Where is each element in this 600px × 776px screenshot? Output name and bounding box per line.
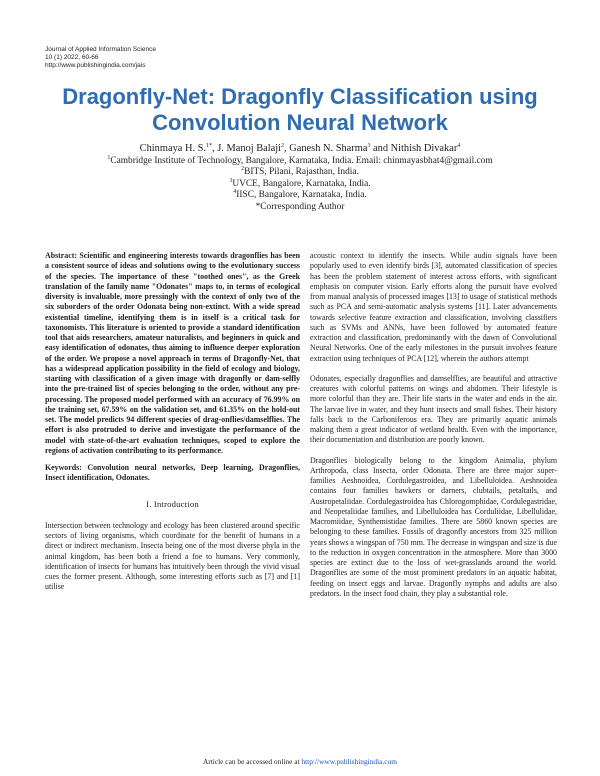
section-heading: I. Introduction: [146, 498, 199, 509]
body-paragraph-2: Odonates, especially dragonflies and damselflies, are beautiful and attractive creatures with colorful patterns on wings and abdomen. Their lifestyle is more colorful than they are. Their life starts in the water and ends in the air. The larvae live in water, and they hunt insects and small fishes. Their history falls back to the Carboniferous era. They are primarily aquatic animals making them a great indicator of wetland health. Even with the importance, their documentation and distribution are poorly known.: [310, 373, 557, 445]
body-paragraph-1: acoustic context to identify the insects. While audio signals have been popularly used to even identify birds [3], automated classification of species has been the problem statement of interest across efforts, with significant emphasis on computer vision. Early efforts along the pursuit have evolved from manual analysis of processed images [13] to usage of statistical methods such as PCA and semi-automatic analysis systems [11]. Later advancements towards selective feature extraction and classification, involving classifiers such as SVMs and ANNs, have been followed by automated feature extraction and classification, predominantly with the dawn of Convolutional Neural Networks. One of the early milestones in the pursuit involves feature extraction using techniques of PCA [12], wherein the authors attempt: [310, 251, 557, 363]
body-paragraph-3: Dragonflies biologically belong to the kingdom Animalia, phylum Arthropoda, class Insecta, order Odonata. There are three major super-families Aeshnoidea, Cordulegastroidea, and Libelluloidea. Aeshnoidea contains four families hawkers or darners, clubtails, petaltails, and Austropetaliidae. Cordulegastroidea has Chlorogomphidae, Cordulegastridae, and Neopetaliidae families, and Libelluloidea has Corduliidae, Libellulidae, Macromiidae, Synthemistidae families. There are 5860 known species are belonging to these families. Fossils of dragonfly ancestors from 325 million years shows a wingspan of 750 mm. The decrease in wingspan and size is due to the reduction in oxygen concentration in the atmosphere. More than 3000 species are extinct due to the loss of wet-grasslands around the world. Dragonflies are some of the most prominent predators in an aquatic habitat, feeding on insect eggs and larvae. Dragonfly nymphs and adults are also predators. In the insect food chain, they play a substantial role.: [310, 455, 557, 598]
journal-issue: 10 (1) 2022, 60-66: [45, 54, 99, 62]
affiliation-4: $^4$IISC, Bangalore, Karnataka, India.: [233, 189, 367, 201]
affiliation-3: $^3$UVCE, Bangalore, Karnataka, India.: [229, 177, 371, 189]
left-column: [45, 251, 300, 593]
title-line-1: Dragonfly-Net: Dragonfly Classification using: [62, 84, 538, 109]
abstract: Abstract: Scientific and engineering interests towards dragonflies has been a consistent source of ideas and solutions owing to the evolutionary success of the species. The importance of these "toothed ones", as the Greek translation of the family name "Odonates" maps to, in terms of ecological diversity is invaluable, more pressingly with the context of only two of the six suborders of the order Odonata being non-extinct. With a wide spread existential timeline, identifying them is in itself is a critical task for taxonomists. This literature is oriented to provide a standard identification tool that aids researchers, amateur naturalists, and beginners in quick and easy identification of odonates, thus aiming to influence deeper exploration of the order. We propose a novel approach in terms of Dragonfly-Net, that has a widespread application possibility in the field of ecology and biology, starting with classification of a given image with dragonfly or dam-selfly into the pre-trained list of species belonging to the order, without any pre-processing. The proposed model performed with an accuracy of 76.99% on the training set, 67.59% on the validation set, and 61.35% on the hold-out set. The model predicts 94 different species of drag-onflies/damselflies. The effort is also protruded to derive and investigate the performance of the model with state-of-the-art evaluation techniques, scoped to explore the regions of activation contributing to its performance.: [45, 251, 300, 455]
author-3: , Ganesh N. Sharma: [284, 143, 368, 154]
author-2: , J. Manoj Balaji: [212, 143, 282, 154]
footer-text: Article can be accessed online at: [202, 757, 302, 766]
author-block: [40, 143, 560, 214]
title-line-2: Convolution Neural Network: [152, 110, 448, 135]
paper-title: [20, 84, 580, 136]
right-column: [310, 251, 557, 609]
keywords: Keywords: Convolution neural networks, Deep learning, Dragonflies, Insect identification, Odonates.: [45, 463, 300, 483]
author-1: Chinmaya H. S.: [139, 143, 207, 154]
journal-name: Journal of Applied Information Science: [45, 46, 156, 53]
journal-header: [45, 46, 156, 71]
affiliation-1: $^1$Cambridge Institute of Technology, Bangalore, Karnataka, India. Email: chinmayasbhat4@gmail.com: [107, 154, 493, 166]
author-4: and Nithish Divakar: [370, 143, 458, 154]
footer-link[interactable]: http://www.publishingindia.com: [301, 757, 398, 766]
journal-url[interactable]: http://www.publishingindia.com/jais: [45, 62, 146, 70]
intro-paragraph: Intersection between technology and ecology has been clustered around specific sectors of living organisms, which coordinate for the benefit of humans in a direct or indirect mechanism. Insecta being one of the most diverse phyla in the animal kingdom, has been both a friend a foe to humans. Very commonly, identification of insects for humans has intuitively been through the vivid visual cues the former present. Although, some interesting efforts such as [7] and [1] utilise: [45, 520, 300, 592]
affiliation-2: $^2$BITS, Pilani, Rajasthan, India.: [241, 166, 359, 178]
author-list: Chinmaya H. S.$^{1*}$, J. Manoj Balaji$^2$, Ganesh N. Sharma$^3$ and Nithish Divakar$^4$: [139, 143, 461, 154]
corresponding-author: *Corresponding Author: [255, 201, 345, 212]
page-footer: [0, 757, 600, 766]
